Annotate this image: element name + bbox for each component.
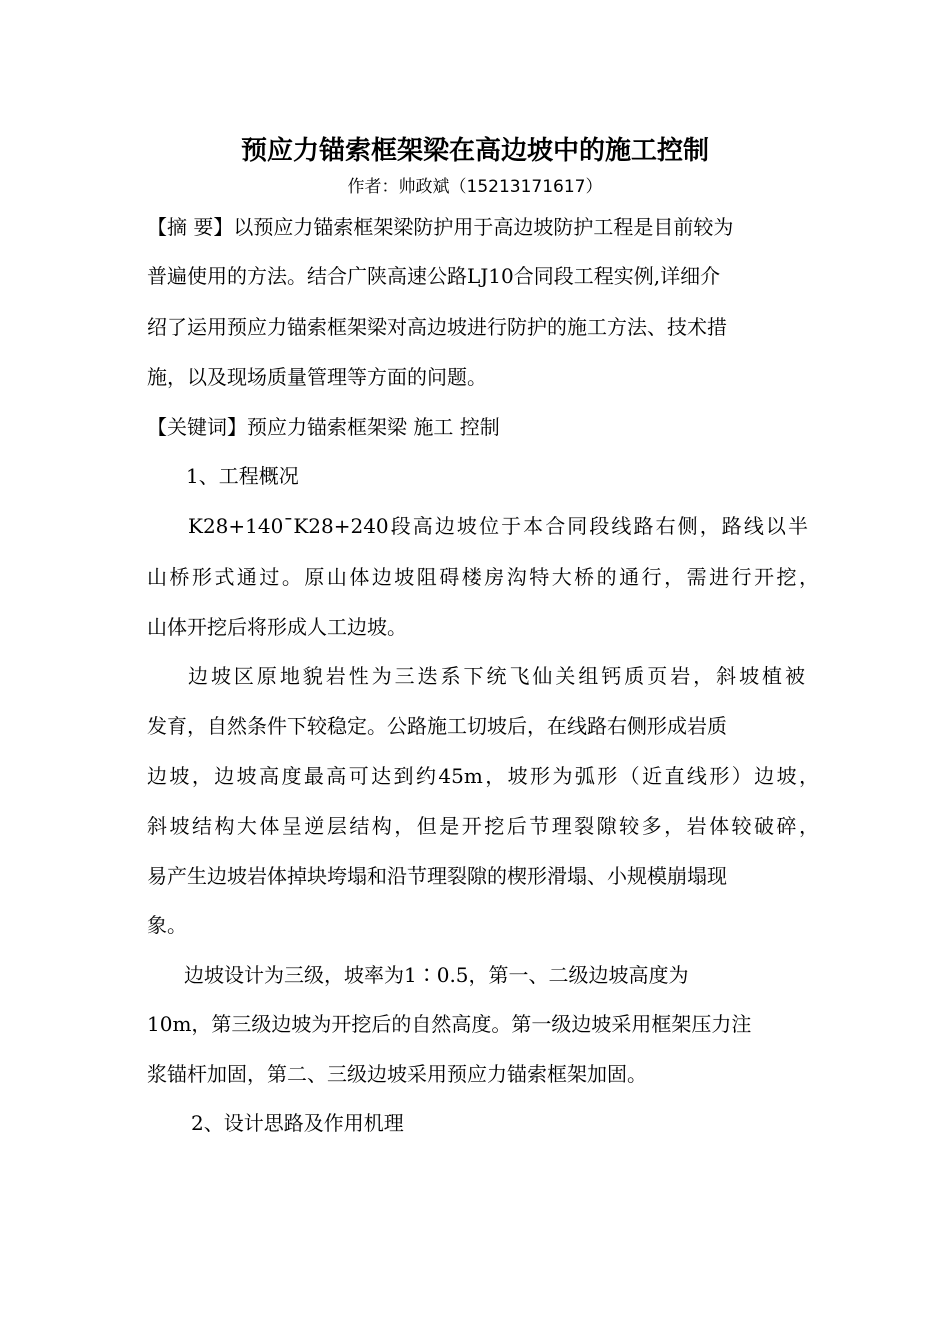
abstract-line: 普遍使用的方法。结合广陕高速公路LJ10合同段工程实例,详细介: [147, 264, 721, 288]
paragraph-line: 10m，第三级边坡为开挖后的自然高度。第一级边坡采用框架压力注: [147, 1012, 752, 1036]
paragraph-line: 易产生边坡岩体掉块垮塌和沿节理裂隙的楔形滑塌、小规模崩塌现: [147, 864, 727, 888]
paragraph-line: 斜坡结构大体呈逆层结构，但是开挖后节理裂隙较多，岩体较破碎，: [147, 814, 819, 838]
abstract-line: 绍了运用预应力锚索框架梁对高边坡进行防护的施工方法、技术措: [147, 315, 727, 339]
abstract-line: 施，以及现场质量管理等方面的问题。: [147, 365, 487, 389]
paragraph-line: 边坡，边坡高度最高可达到约45m，坡形为弧形（近直线形）边坡，: [147, 764, 819, 788]
paragraph-line: 山体开挖后将形成人工边坡。: [147, 615, 407, 639]
paragraph-line: 山桥形式通过。原山体边坡阻碍楼房沟特大桥的通行，需进行开挖，: [147, 565, 819, 589]
abstract-line: 【摘 要】以预应力锚索框架梁防护用于高边坡防护工程是目前较为: [147, 215, 734, 239]
paragraph-line: 浆锚杆加固，第二、三级边坡采用预应力锚索框架加固。: [147, 1062, 647, 1086]
paragraph-line: K28+140¯K28+240段高边坡位于本合同段线路右侧，路线以半: [188, 514, 808, 538]
paragraph-line: 边坡区原地貌岩性为三迭系下统飞仙关组钙质页岩，斜坡植被: [188, 664, 805, 688]
keywords-line: 【关键词】预应力锚索框架梁 施工 控制: [147, 415, 500, 439]
section-heading: 1、工程概况: [186, 464, 299, 488]
document-title: 预应力锚索框架梁在高边坡中的施工控制: [240, 136, 709, 166]
section-heading: 2、设计思路及作用机理: [191, 1111, 404, 1135]
paragraph-line: 边坡设计为三级，坡率为1∶0.5，第一、二级边坡高度为: [184, 963, 689, 987]
author-line: 作者：帅政斌（15213171617）: [347, 177, 603, 197]
paragraph-line: 发育，自然条件下较稳定。公路施工切坡后，在线路右侧形成岩质: [147, 714, 727, 738]
paragraph-line: 象。: [147, 913, 187, 937]
